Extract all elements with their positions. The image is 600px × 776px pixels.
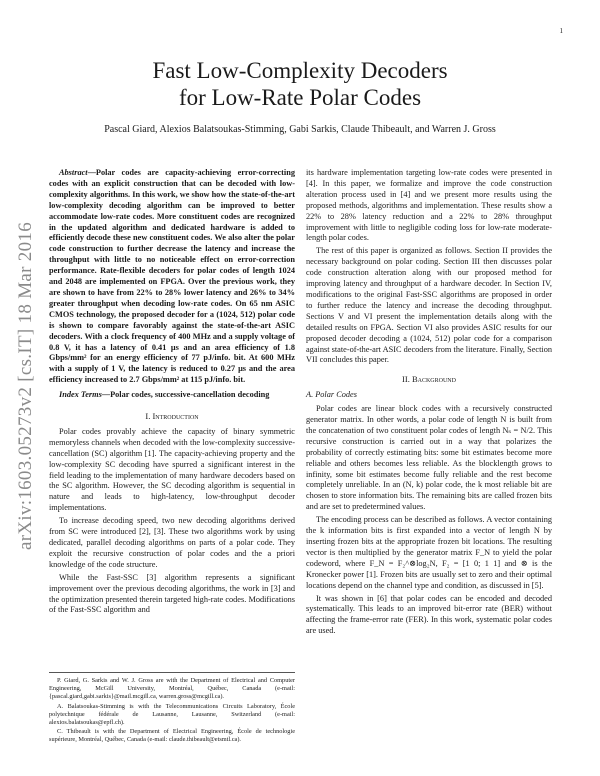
- page-number: 1: [559, 27, 563, 35]
- title-line-1: Fast Low-Complexity Decoders: [152, 58, 448, 83]
- background-paragraph: It was shown in [6] that polar codes can be encoded and decoded systematically. This leads to an improved bit-error rate (BER) without affecting the frame-error rate (FER). In this work, systematic polar codes are used.: [306, 593, 552, 636]
- organization-paragraph: The rest of this paper is organized as follows. Section II provides the necessary background on polar coding. Section III then discusses polar code construction alteration along with our proposed method for improving latency and throughput of a hardware decoder. In Section IV, modifications to the original Fast-SSC algorithms are proposed in order to further reduce the latency and increase the decoding throughput. Sections V and VI present the implementation details along with the detailed results on FPGA. Section VI also provides ASIC results for our proposed decoder decoding a (1024, 512) polar code for a comparison against state-of-the-art ASIC decoders from the literature. Finally, Section VII concludes this paper.: [306, 246, 552, 365]
- left-column: [49, 168, 295, 618]
- arxiv-stamp: [12, 168, 40, 604]
- subsection-heading-polar-codes: A. Polar Codes: [306, 390, 357, 400]
- right-column: [306, 168, 552, 639]
- abstract-text: —Polar codes are capacity-achieving error-correcting codes with an explicit construction that can be decoded with low-complexity algorithms. In this work, we show how the state-of-the-art low-complexity decoding algorithm can be improved to better accommodate low-rate codes. More constituent codes are recognized in the updated algorithm and dedicated hardware is added to efficiently decode these new constituent codes. We also alter the polar code construction to further decrease the latency and increase the throughput with little to no noticeable effect on error-correction performance. Rate-flexible decoders for polar codes of length 1024 and 2048 are implemented on FPGA. Over the previous work, they are shown to have from 22% to 28% lower latency and 26% to 34% greater throughput when decoding low-rate codes. On 65 nm ASIC CMOS technology, the proposed decoder for a (1024, 512) polar code is shown to compare favorably against the state-of-the-art ASIC decoders. With a clock frequency of 400 MHz and a supply voltage of 0.8 V, it has a latency of 0.41 μs and an area efficiency of 1.8 Gbps/mm² for an energy efficiency of 77 pJ/info. bit. At 600 MHz with a supply of 1 V, the latency is reduced to 0.27 μs and the area efficiency increased to 2.7 Gbps/mm² at 115 pJ/info. bit.: [49, 168, 295, 385]
- index-terms: [49, 390, 295, 401]
- intro-paragraph: Polar codes provably achieve the capacity of binary symmetric memoryless channels when decoded with the low-complexity successive-cancellation (SC) algorithm [1]. The capacity-achieving property and the low-complexity SC decoding have spurred a significant interest in the field leading to the implementation of many hardware decoders based on the SC algorithm. However, the SC decoding algorithm is sequential in nature and leads to high-latency, low-throughput decoder implementations.: [49, 426, 295, 513]
- footnote: C. Thibeault is with the Department of Electrical Engineering, École de technologie supérieure, Montréal, Québec, Canada (e-mail: claude.thibeault@etsmtl.ca).: [49, 728, 295, 744]
- title-line-2: for Low-Rate Polar Codes: [178, 85, 422, 110]
- footnote: P. Giard, G. Sarkis and W. J. Gross are with the Department of Electrical and Computer Engineering, McGill University, Montréal, Québec, Canada (e-mail: {pascal.giard,gabi.sarkis}@mail.mcgill.ca, warren.gross@mcgill.ca).: [49, 677, 295, 701]
- section-heading-introduction: I. Introduction: [145, 411, 199, 422]
- continued-paragraph: its hardware implementation targeting low-rate codes were presented in [4]. In this paper, we formalize and improve the code construction alteration process used in [4] and we present more results using the proposed methods, algorithms and implementation. These results show a 22% to 28% latency reduction and a 22% to 28% throughput improvement with little to negligible coding loss for low-rate moderate-length polar codes.: [306, 168, 552, 243]
- abstract-label: Abstract: [59, 168, 88, 177]
- intro-paragraph: While the Fast-SSC [3] algorithm represents a significant improvement over the previous decoding algorithms, the work in [3] and the optimization presented therein targeted high-rate codes. Modifications of the Fast-SSC algorithm and: [49, 572, 295, 615]
- intro-paragraph: To increase decoding speed, two new decoding algorithms derived from SC were introduced [2], [3]. These two algorithms work by using dedicated, parallel decoding algorithms on parts of a polar code. They exploit the recursive construction of polar codes and the a priori knowledge of the code structure.: [49, 516, 295, 569]
- abstract: [49, 168, 295, 386]
- author-list: Pascal Giard, Alexios Balatsoukas-Stimming, Gabi Sarkis, Claude Thibeault, and Warren J. Gross: [104, 124, 496, 135]
- paper-title: [60, 57, 540, 111]
- index-terms-label: Index Terms: [59, 390, 102, 400]
- background-paragraph: The encoding process can be described as follows. A vector containing the k information bits is first expanded into a vector of length N by inserting frozen bits at the appropriate frozen bit locations. The resulting vector is then multiplied by the generator matrix F_N to yield the polar codeword, where F_N = F₂^⊗log₂N, F₂ = [1 0; 1 1] and ⊗ is the Kronecker power [1]. Frozen bits are usually set to zero and their optimal locations depend on the channel type and condition, as discussed in [5].: [306, 515, 552, 590]
- index-terms-text: —Polar codes, successive-cancellation decoding: [101, 390, 270, 400]
- footnote: A. Balatsoukas-Stimming is with the Telecommunications Circuits Laboratory, École polytechnique fédérale de Lausanne, Lausanne, Switzerland (e-mail: alexios.balatsoukas@epfl.ch).: [49, 702, 295, 727]
- section-heading-background: II. Background: [402, 374, 456, 385]
- arxiv-identifier: arXiv:1603.05273v2 [cs.IT] 18 Mar 2016: [15, 221, 36, 551]
- footnotes: [49, 672, 295, 746]
- background-paragraph: Polar codes are linear block codes with a recursively constructed generator matrix. In other words, a polar code of length N is built from the concatenation of two constituent polar codes of length Nₛ = N/2. This recursive construction is carried out in a way that polarizes the probability of correctly estimating bits: some bit estimates become more reliable and others becomes less reliable. As the blocklength grows to infinity, some bit estimates become fully reliable and the rest become completely unreliable. In an (N, k) polar code, the k most reliable bit are chosen to store information bits. The remaining bits are called frozen bits and are set to predetermined values.: [306, 404, 552, 512]
